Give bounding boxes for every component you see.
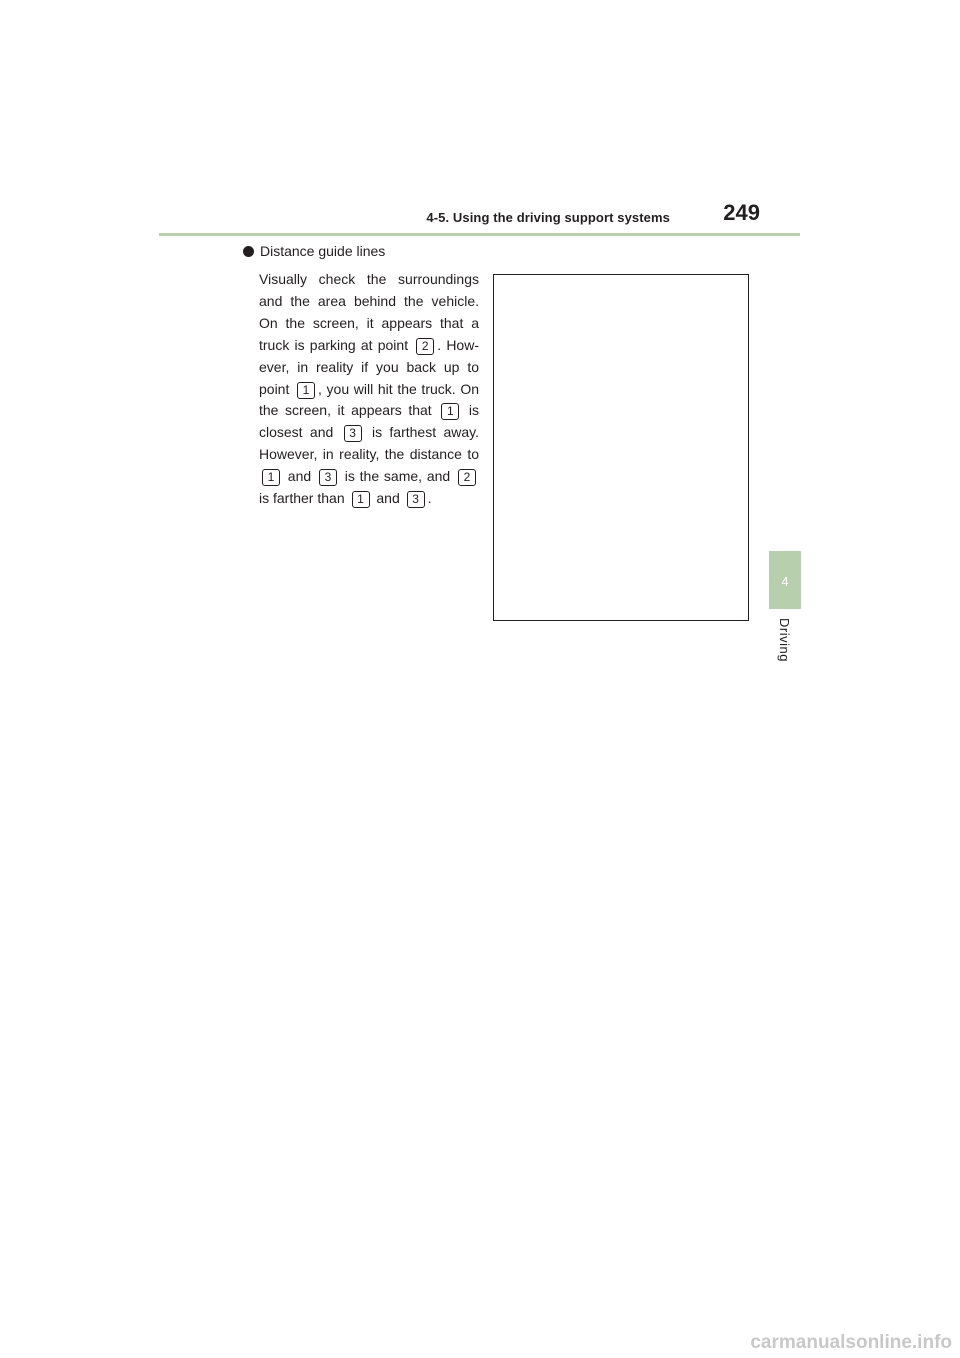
point-number-badge: 3 (344, 425, 362, 442)
paragraph-text: . (427, 490, 432, 507)
point-number-badge: 3 (319, 469, 337, 486)
paragraph-text: and (376, 490, 400, 507)
paragraph-text: is farther than (259, 490, 345, 507)
point-number-badge: 3 (407, 491, 425, 508)
bullet-dot-icon (243, 246, 254, 257)
figure-frame (493, 274, 749, 621)
point-number-badge: 2 (416, 338, 434, 355)
point-number-badge: 2 (458, 469, 476, 486)
body-paragraph (259, 269, 479, 510)
bullet-heading: Distance guide lines (260, 243, 386, 259)
point-number-badge: 1 (262, 469, 280, 486)
paragraph-text: , you will hit the truck. On the screen, it appears that (259, 380, 479, 419)
paragraph-text: Visually check the surroundings and the area behind the vehicle. On the screen, it appears that a truck is parking at point (259, 271, 479, 353)
paragraph-text: is closest and (259, 402, 479, 441)
point-number-badge: 1 (352, 491, 370, 508)
paragraph-text: and (287, 468, 312, 485)
page-number: 249 (723, 200, 760, 225)
paragraph-text: is farthest away. However, in reality, the distance to (259, 424, 479, 463)
paragraph-text: . How-ever, in reality if you back up to point (259, 336, 479, 397)
paragraph-text: is the same, and (344, 468, 451, 485)
header-rule (159, 233, 800, 236)
bullet-item (243, 243, 385, 259)
chapter-tab-number: 4 (781, 574, 789, 589)
watermark: carmanualsonline.info (750, 1332, 952, 1353)
point-number-badge: 1 (297, 382, 315, 399)
page-header-title: 4-5. Using the driving support systems (426, 210, 670, 225)
chapter-tab-label: Driving (777, 618, 792, 662)
point-number-badge: 1 (441, 403, 459, 420)
